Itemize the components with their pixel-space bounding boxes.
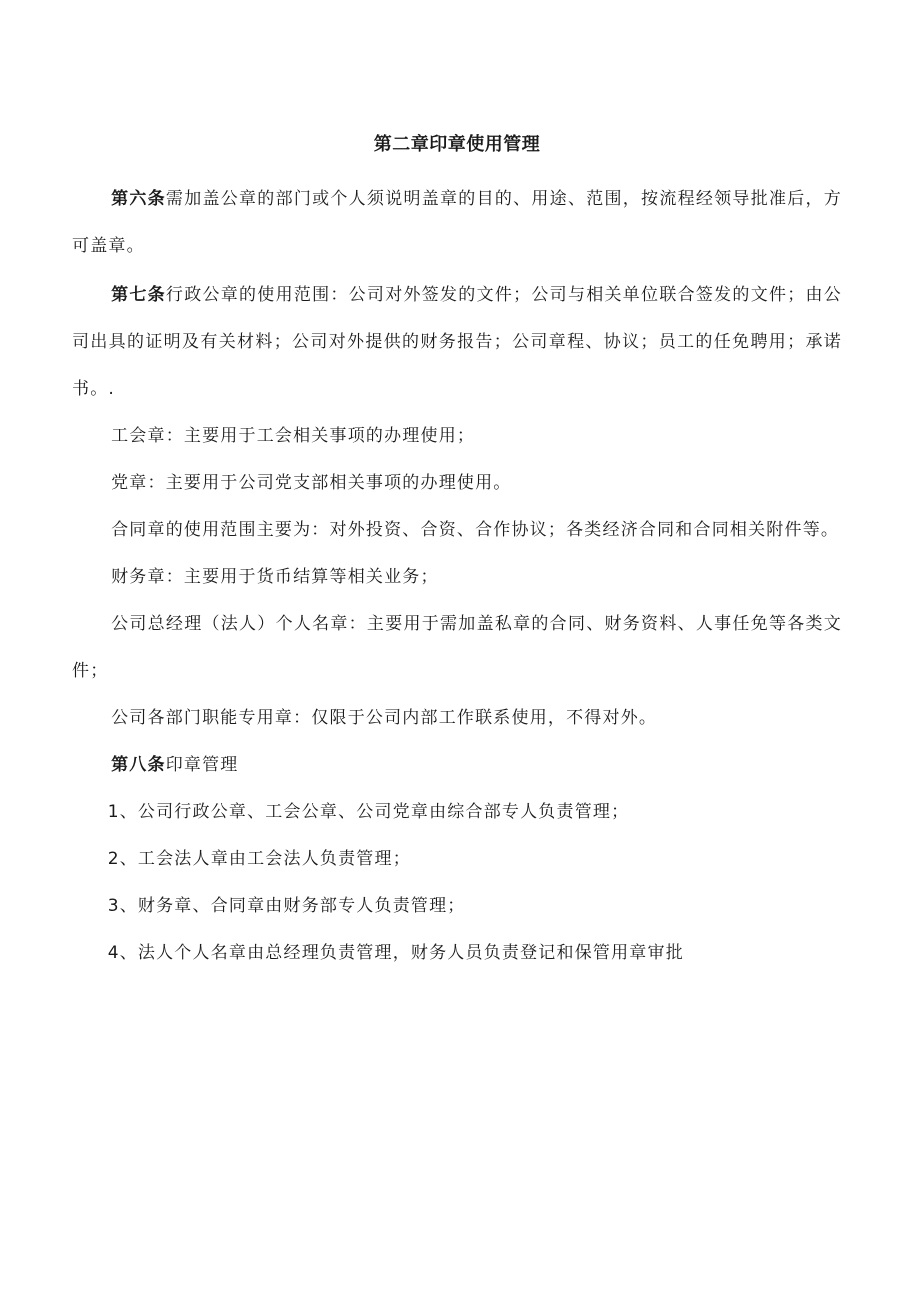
gm-seal-paragraph: 公司总经理（法人）个人名章：主要用于需加盖私章的合同、财务资料、人事任免等各类文件； (72, 614, 842, 681)
article-6-text: 需加盖公章的部门或个人须说明盖章的目的、用途、范围，按流程经领导批准后，方可盖章。 (72, 189, 842, 256)
party-seal-paragraph: 党章：主要用于公司党支部相关事项的办理使用。 (111, 473, 512, 493)
finance-seal-paragraph: 财务章：主要用于货币结算等相关业务； (111, 567, 439, 587)
article-7-lead: 第七条 (111, 285, 166, 305)
article-6 (72, 176, 842, 270)
article-7-text: 行政公章的使用范围：公司对外签发的文件；公司与相关单位联合签发的文件；由公司出具的证明及有关材料；公司对外提供的财务报告；公司章程、协议；员工的任免聘用；承诺书。. (72, 285, 842, 399)
article-8-text: 印章管理 (165, 755, 239, 775)
article-8-lead: 第八条 (111, 755, 166, 775)
union-seal-paragraph: 工会章：主要用于工会相关事项的办理使用； (111, 426, 476, 446)
list-item: 1、公司行政公章、工会公章、公司党章由综合部专人负责管理； (107, 802, 630, 822)
article-8 (72, 742, 842, 789)
list-item: 4、法人个人名章由总经理负责管理，财务人员负责登记和保管用章审批 (107, 943, 684, 963)
dept-seal-paragraph: 公司各部门职能专用章：仅限于公司内部工作联系使用，不得对外。 (111, 708, 658, 728)
article-7 (72, 272, 842, 413)
contract-seal-paragraph: 合同章的使用范围主要为：对外投资、合资、合作协议；各类经济合同和合同相关附件等。 (111, 520, 840, 540)
list-item: 2、工会法人章由工会法人负责管理； (107, 849, 411, 869)
chapter-title: 第二章印章使用管理 (373, 134, 541, 155)
article-6-lead: 第六条 (111, 189, 166, 209)
list-item: 3、财务章、合同章由财务部专人负责管理； (107, 896, 466, 916)
